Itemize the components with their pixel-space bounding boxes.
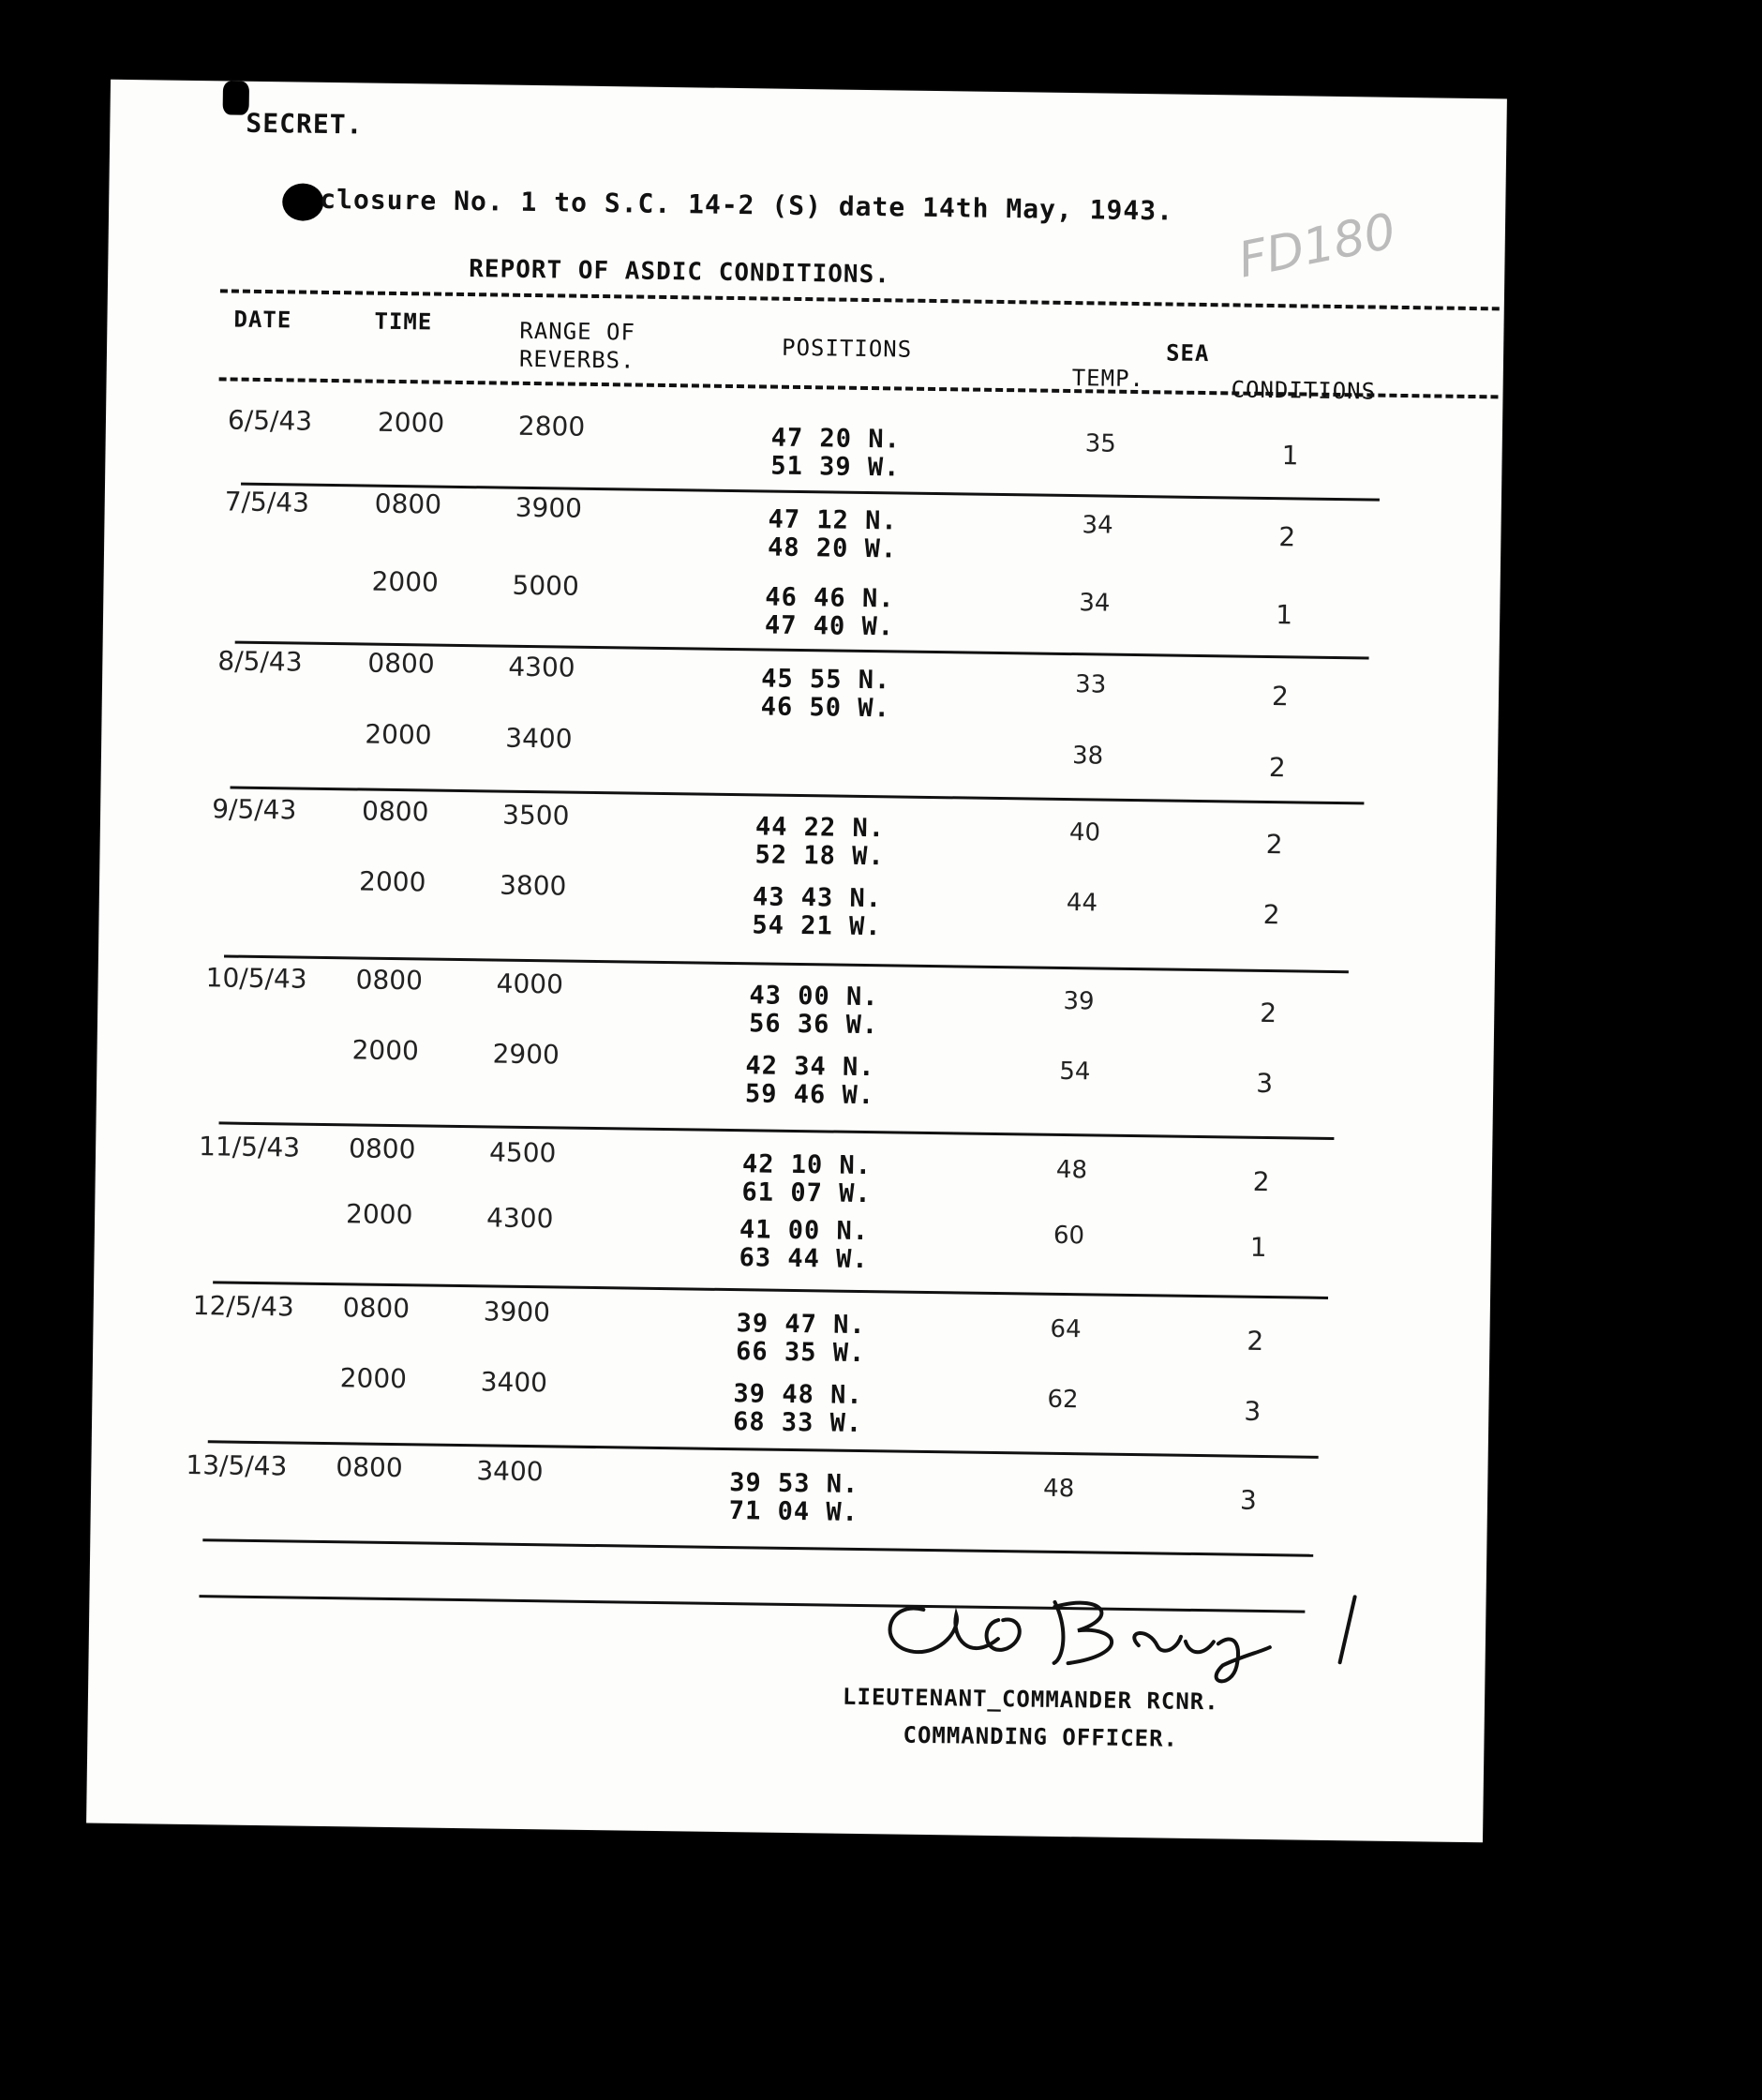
cell-range: 5000 xyxy=(512,569,580,602)
cell-time: 2000 xyxy=(371,565,440,598)
col-header-date: DATE xyxy=(233,306,292,334)
cell-date: 12/5/43 xyxy=(192,1290,294,1323)
cell-range: 3500 xyxy=(501,799,570,832)
cell-range: 4000 xyxy=(496,968,564,1000)
cell-temp: 40 xyxy=(1068,818,1101,848)
cell-longitude: 54 21 W. xyxy=(752,910,882,942)
cell-latitude: 47 20 N. xyxy=(770,423,902,455)
cell-date: 10/5/43 xyxy=(205,962,307,995)
cell-latitude: 44 22 N. xyxy=(754,812,886,844)
cell-date: 8/5/43 xyxy=(217,645,303,678)
cell-latitude: 42 10 N. xyxy=(741,1149,873,1181)
cell-temp: 44 xyxy=(1066,889,1098,918)
cell-latitude: 45 55 N. xyxy=(760,664,891,696)
cell-temp: 48 xyxy=(1055,1155,1088,1185)
col-header-conditions: CONDITIONS xyxy=(1231,376,1377,405)
cell-time: 2000 xyxy=(377,406,445,439)
cell-longitude: 47 40 W. xyxy=(764,610,895,642)
cell-time: 2000 xyxy=(365,718,432,751)
cell-temp: 60 xyxy=(1053,1221,1085,1251)
cell-temp: 34 xyxy=(1079,589,1111,618)
cell-latitude: 43 00 N. xyxy=(749,981,879,1012)
cell-longitude: 68 33 W. xyxy=(732,1407,863,1439)
col-header-temp: TEMP. xyxy=(1071,365,1145,393)
cell-date: 13/5/43 xyxy=(186,1448,288,1482)
cell-date: 6/5/43 xyxy=(227,404,313,437)
cell-sea: 2 xyxy=(1268,752,1286,784)
enclosure-line: closure No. 1 to S.C. 14-2 (S) date 14th May, 1943. xyxy=(320,183,1174,227)
cell-time: 0800 xyxy=(342,1292,411,1325)
cell-sea: 2 xyxy=(1262,898,1280,931)
cell-time: 0800 xyxy=(355,964,424,997)
cell-latitude: 39 47 N. xyxy=(736,1309,866,1341)
cell-sea: 1 xyxy=(1275,599,1293,631)
cell-latitude: 41 00 N. xyxy=(739,1215,870,1247)
cell-sea: 2 xyxy=(1278,521,1296,553)
cell-longitude: 51 39 W. xyxy=(770,451,901,483)
ink-blot xyxy=(282,183,324,221)
cell-temp: 62 xyxy=(1047,1385,1079,1415)
cell-longitude: 52 18 W. xyxy=(754,840,885,872)
signatory-rank: LIEUTENANT_COMMANDER RCNR. xyxy=(842,1683,1219,1716)
cell-date: 11/5/43 xyxy=(198,1131,301,1163)
cell-latitude: 42 34 N. xyxy=(745,1051,875,1083)
header-top-rule xyxy=(220,289,1500,310)
cell-time: 2000 xyxy=(351,1034,420,1067)
cell-time: 2000 xyxy=(345,1198,413,1231)
cell-range: 4300 xyxy=(508,651,575,683)
cell-longitude: 59 46 W. xyxy=(744,1079,875,1111)
cell-temp: 64 xyxy=(1050,1314,1082,1344)
cell-range: 2900 xyxy=(492,1038,560,1071)
report-title: REPORT OF ASDIC CONDITIONS. xyxy=(469,255,891,290)
cell-range: 3900 xyxy=(515,491,583,524)
cell-range: 4300 xyxy=(485,1202,554,1235)
cell-latitude: 46 46 N. xyxy=(765,582,895,614)
cell-range: 3400 xyxy=(505,722,573,755)
cell-date: 9/5/43 xyxy=(211,793,297,826)
cell-temp: 33 xyxy=(1074,670,1107,699)
cell-latitude: 47 12 N. xyxy=(768,504,898,536)
pencil-file-mark: FD180 xyxy=(1233,202,1401,290)
cell-temp: 39 xyxy=(1063,986,1095,1016)
cell-time: 0800 xyxy=(367,647,435,680)
cell-longitude: 71 04 W. xyxy=(728,1496,859,1527)
cell-longitude: 56 36 W. xyxy=(748,1009,879,1041)
cell-sea: 3 xyxy=(1255,1067,1274,1100)
cell-range: 2800 xyxy=(517,410,586,442)
cell-temp: 54 xyxy=(1059,1057,1091,1087)
cell-longitude: 61 07 W. xyxy=(741,1178,872,1209)
cell-sea: 2 xyxy=(1265,828,1283,861)
cell-longitude: 63 44 W. xyxy=(739,1243,869,1275)
cell-time: 0800 xyxy=(336,1451,403,1484)
cell-longitude: 46 50 W. xyxy=(760,692,891,724)
cell-sea: 2 xyxy=(1247,1325,1264,1357)
cell-sea: 1 xyxy=(1249,1231,1267,1264)
cell-sea: 2 xyxy=(1271,681,1290,712)
cell-date: 7/5/43 xyxy=(224,486,310,518)
cell-temp: 34 xyxy=(1082,511,1113,540)
cell-time: 0800 xyxy=(374,488,442,520)
cell-longitude: 48 20 W. xyxy=(767,532,898,564)
cell-latitude: 39 48 N. xyxy=(733,1379,863,1411)
signature xyxy=(866,1571,1393,1691)
cell-sea: 2 xyxy=(1260,997,1277,1029)
cell-sea: 2 xyxy=(1252,1165,1270,1198)
cell-sea: 3 xyxy=(1239,1484,1258,1516)
col-header-range-1: RANGE OF xyxy=(519,317,636,346)
cell-sea: 1 xyxy=(1281,440,1299,472)
cell-range: 3400 xyxy=(476,1455,544,1488)
cell-time: 0800 xyxy=(348,1132,416,1165)
cell-time: 2000 xyxy=(339,1362,408,1395)
col-header-range-2: REVERBS. xyxy=(518,345,635,374)
classification-label: SECRET. xyxy=(246,107,364,141)
cell-range: 3800 xyxy=(499,869,567,902)
cell-range: 3400 xyxy=(480,1366,548,1399)
signatory-role: COMMANDING OFFICER. xyxy=(903,1721,1179,1752)
col-header-positions: POSITIONS xyxy=(781,334,913,363)
row-group-divider xyxy=(202,1538,1313,1557)
cell-range: 3900 xyxy=(483,1296,551,1328)
cell-sea: 3 xyxy=(1244,1395,1262,1427)
cell-temp: 35 xyxy=(1084,429,1117,458)
col-header-sea: SEA xyxy=(1165,339,1210,368)
cell-temp: 48 xyxy=(1042,1474,1075,1504)
document-sheet xyxy=(86,80,1507,1843)
cell-time: 2000 xyxy=(358,865,426,898)
cell-time: 0800 xyxy=(361,795,429,828)
cell-temp: 38 xyxy=(1071,742,1104,771)
cell-latitude: 43 43 N. xyxy=(752,882,883,914)
col-header-time: TIME xyxy=(374,308,433,336)
cell-longitude: 66 35 W. xyxy=(735,1337,866,1369)
cell-range: 4500 xyxy=(488,1136,557,1169)
cell-latitude: 39 53 N. xyxy=(729,1468,859,1499)
